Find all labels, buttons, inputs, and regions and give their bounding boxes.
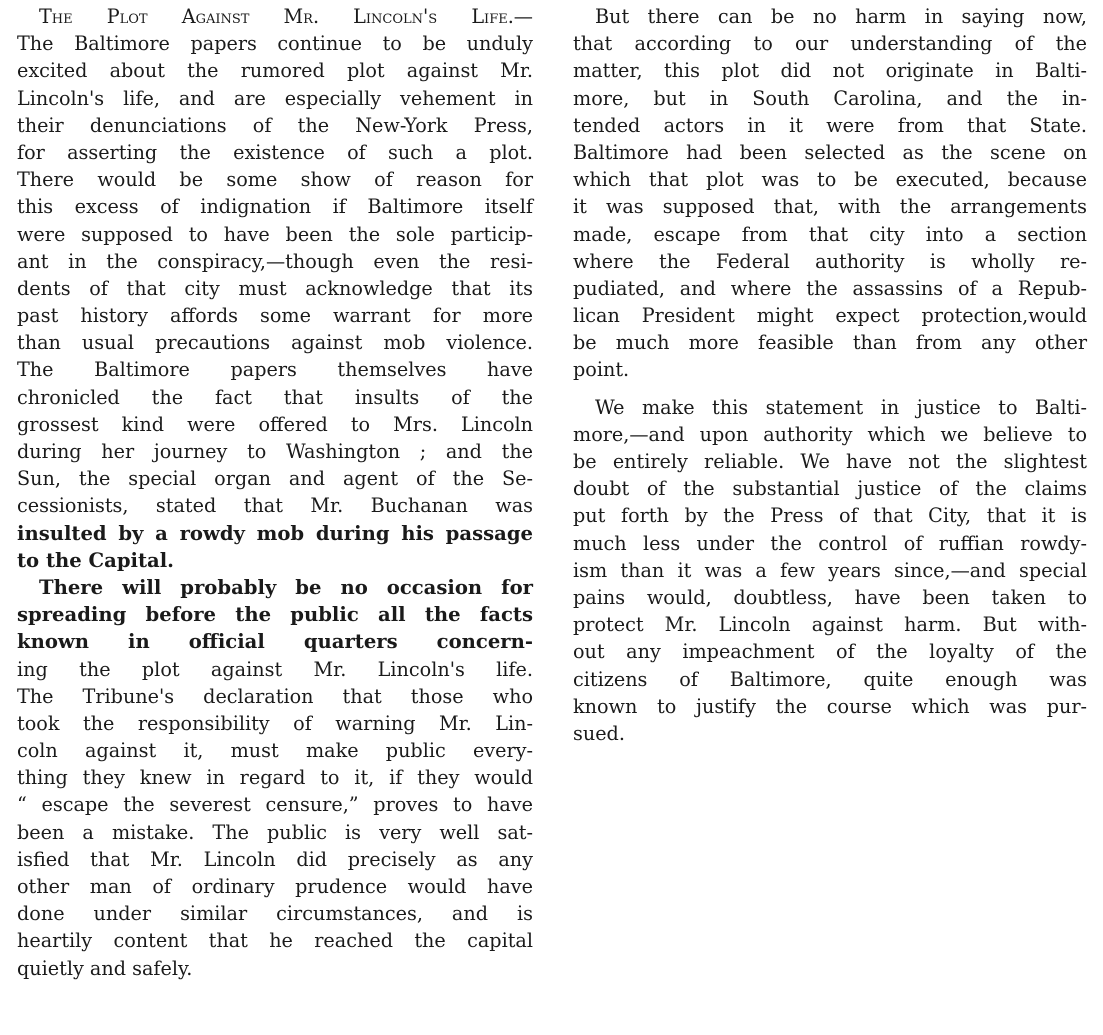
text-line: that according to our understanding of the	[573, 32, 1087, 56]
text-line: chronicled the fact that insults of the	[17, 385, 533, 409]
text-line: heartily content that he reached the capital	[17, 929, 533, 953]
text-line: doubt of the substantial justice of the claims	[573, 477, 1087, 501]
text-line: this excess of indignation if Baltimore itself	[17, 195, 533, 219]
text-line: took the responsibility of warning Mr. Lin-	[17, 711, 533, 735]
text-line: tended actors in it were from that State.	[573, 113, 1087, 137]
text-line: more, but in South Carolina, and the in-	[573, 86, 1087, 110]
text-line: The Baltimore papers themselves have	[17, 358, 533, 382]
text-line: to the Capital.	[17, 548, 174, 572]
article-title: The Plot Against Mr. Lincoln's Life.—	[39, 5, 533, 28]
text-line: out any impeachment of the loyalty of the	[573, 640, 1087, 664]
text-line: lican President might expect protection,would	[573, 304, 1087, 328]
text-line: matter, this plot did not originate in Balti-	[573, 59, 1087, 83]
text-line: thing they knew in regard to it, if they would	[17, 766, 533, 790]
text-line: ant in the conspiracy,—though even the resi-	[17, 249, 533, 273]
text-line: dents of that city must acknowledge that its	[17, 276, 533, 300]
paragraph-gap	[573, 384, 1087, 394]
text-line: Sun, the special organ and agent of the Se-	[17, 467, 533, 491]
text-line: The Baltimore papers continue to be unduly	[17, 32, 533, 56]
text-line: insulted by a rowdy mob during his passage	[17, 521, 533, 545]
paragraph-start-line: We make this statement in justice to Balti-	[595, 395, 1087, 419]
text-line: citizens of Baltimore, quite enough was	[573, 667, 1087, 691]
text-line: excited about the rumored plot against Mr.	[17, 59, 533, 83]
text-line: point.	[573, 358, 630, 382]
text-line: be entirely reliable. We have not the slightest	[573, 450, 1087, 473]
text-line: known in official quarters concern-	[17, 630, 533, 654]
text-line: which that plot was to be executed, because	[573, 168, 1087, 192]
article-heading	[17, 3, 533, 30]
text-line: for asserting the existence of such a plot.	[17, 140, 533, 164]
paragraph-start-line: But there can be no harm in saying now,	[595, 5, 1087, 28]
text-line: their denunciations of the New-York Press,	[17, 113, 533, 137]
text-line: be much more feasible than from any other	[573, 331, 1087, 355]
text-line: been a mistake. The public is very well sat-	[17, 820, 533, 844]
text-line: done under similar circumstances, and is	[17, 902, 533, 926]
text-line: more,—and upon authority which we believe to	[573, 422, 1087, 446]
text-line: made, escape from that city into a section	[573, 222, 1087, 246]
text-line: spreading before the public all the facts	[17, 603, 533, 627]
text-line: known to justify the course which was pur-	[573, 694, 1087, 718]
text-line: sued.	[573, 721, 625, 745]
text-line: were supposed to have been the sole particip-	[17, 222, 533, 246]
text-line: much less under the control of ruffian rowdy-	[573, 531, 1087, 555]
text-line: past history affords some warrant for more	[17, 304, 533, 328]
text-line: pudiated, and where the assassins of a Repub-	[573, 276, 1087, 300]
text-line: than usual precautions against mob violence.	[17, 331, 533, 355]
text-line: ism than it was a few years since,—and special	[573, 558, 1087, 582]
text-line: pains would, doubtless, have been taken to	[573, 585, 1087, 609]
text-line: other man of ordinary prudence would have	[17, 875, 533, 898]
text-line: during her journey to Washington ; and the	[17, 440, 533, 463]
text-line: cessionists, stated that Mr. Buchanan was	[17, 494, 533, 518]
text-line: where the Federal authority is wholly re-	[573, 249, 1087, 273]
text-line: it was supposed that, with the arrangements	[573, 195, 1087, 219]
left-column	[17, 3, 533, 982]
text-line: ing the plot against Mr. Lincoln's life.	[17, 657, 533, 681]
text-line: There would be some show of reason for	[17, 168, 533, 192]
text-line: “ escape the severest censure,” proves to have	[17, 793, 533, 817]
text-line: coln against it, must make public every-	[17, 739, 533, 763]
text-line: isfied that Mr. Lincoln did precisely as any	[17, 847, 533, 871]
text-line: grossest kind were offered to Mrs. Lincoln	[17, 412, 533, 436]
text-line: protect Mr. Lincoln against harm. But with-	[573, 613, 1087, 637]
text-line: Baltimore had been selected as the scene on	[573, 140, 1087, 164]
text-line: quietly and safely.	[17, 956, 193, 980]
text-line: The Tribune's declaration that those who	[17, 684, 533, 708]
text-line: Lincoln's life, and are especially vehement in	[17, 86, 533, 110]
right-column	[573, 3, 1087, 747]
text-line: put forth by the Press of that City, that it is	[573, 504, 1087, 528]
paragraph-start-line: There will probably be no occasion for	[39, 575, 533, 599]
